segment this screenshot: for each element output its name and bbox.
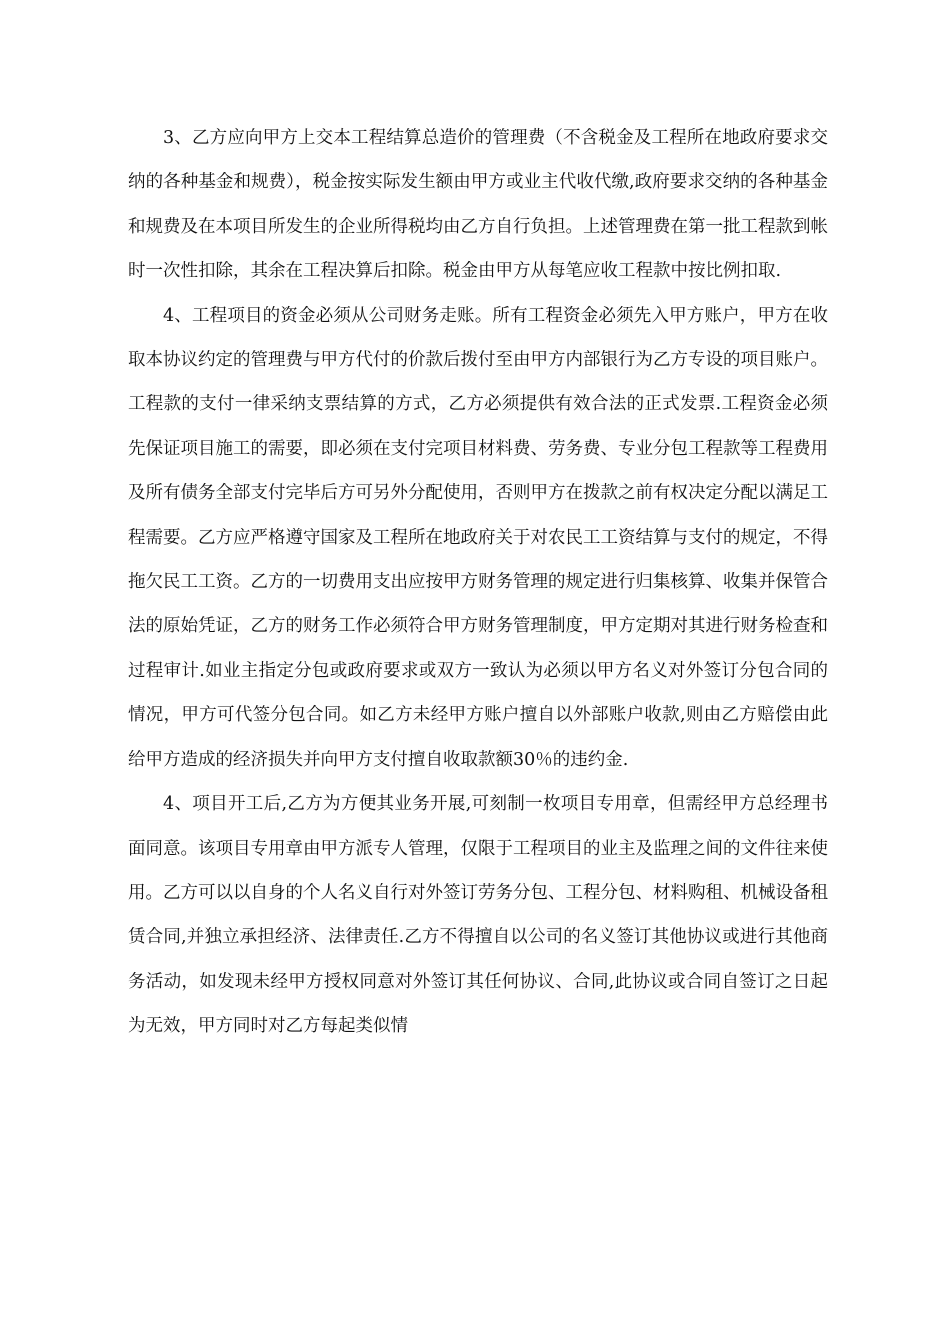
- document-body: [128, 116, 828, 1049]
- paragraph-management-fee: 3、乙方应向甲方上交本工程结算总造价的管理费（不含税金及工程所在地政府要求交纳的各种基金和规费），税金按实际发生额由甲方或业主代收代缴,政府要求交纳的各种基金和规费及在本项目所发生的企业所得税均由乙方自行负担。上述管理费在第一批工程款到帐时一次性扣除，其余在工程决算后扣除。税金由甲方从每笔应收工程款中按比例扣取.: [128, 128, 828, 282]
- paragraph-project-seal: 4、项目开工后,乙方为方便其业务开展,可刻制一枚项目专用章，但需经甲方总经理书面同意。该项目专用章由甲方派专人管理，仅限于工程项目的业主及监理之间的文件往来使用。乙方可以以自身的个人名义自行对外签订劳务分包、工程分包、材料购租、机械设备租赁合同,并独立承担经济、法律责任.乙方不得擅自以公司的名义签订其他协议或进行其他商务活动，如发现未经甲方授权同意对外签订其任何协议、合同,此协议或合同自签订之日起为无效，甲方同时对乙方每起类似情: [128, 794, 828, 1037]
- paragraph-project-funds: 4、工程项目的资金必须从公司财务走账。所有工程资金必须先入甲方账户，甲方在收取本协议约定的管理费与甲方代付的价款后拨付至由甲方内部银行为乙方专设的项目账户。工程款的支付一律采纳支票结算的方式，乙方必须提供有效合法的正式发票.工程资金必须先保证项目施工的需要，即必须在支付完项目材料费、劳务费、专业分包工程款等工程费用及所有债务全部支付完毕后方可另外分配使用，否则甲方在拨款之前有权决定分配以满足工程需要。乙方应严格遵守国家及工程所在地政府关于对农民工工资结算与支付的规定，不得拖欠民工工资。乙方的一切费用支出应按甲方财务管理的规定进行归集核算、收集并保管合法的原始凭证，乙方的财务工作必须符合甲方财务管理制度，甲方定期对其进行财务检查和过程审计.如业主指定分包或政府要求或双方一致认为必须以甲方名义对外签订分包合同的情况，甲方可代签分包合同。如乙方未经甲方账户擅自以外部账户收款,则由乙方赔偿由此给甲方造成的经济损失并向甲方支付擅自收取款额30％的违约金.: [128, 305, 828, 770]
